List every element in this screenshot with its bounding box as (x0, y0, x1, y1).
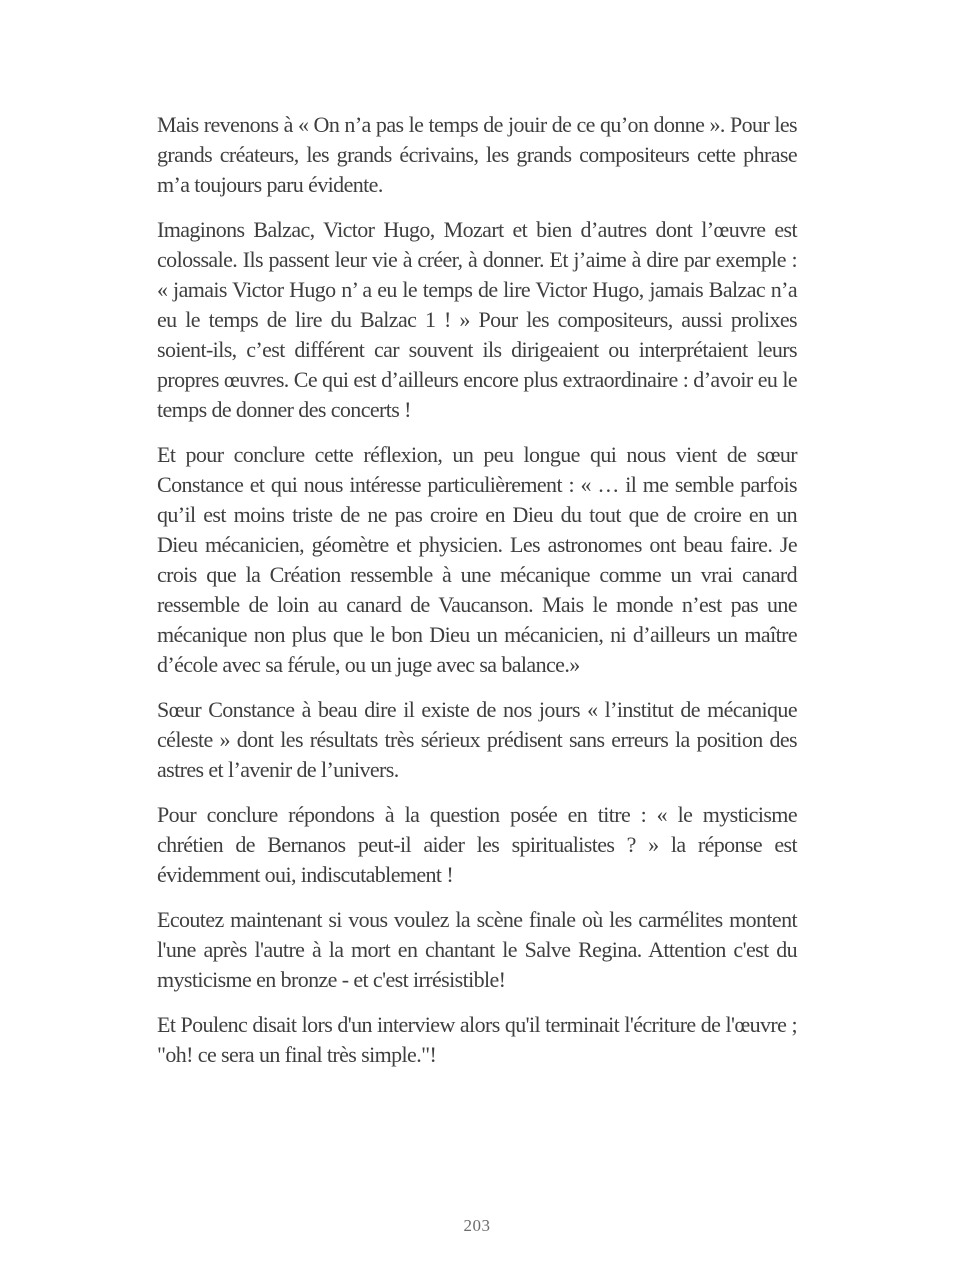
page-number: 203 (463, 1216, 491, 1235)
paragraph-1: Mais revenons à « On n’a pas le temps de jouir de ce qu’on donne ». Pour les grands créateurs, les grands écrivains, les grands compositeurs cette phrase m’a toujours paru évidente. (157, 112, 797, 197)
paragraph-6: Ecoutez maintenant si vous voulez la scène finale où les carmélites montent l'une après l'autre à la mort en chantant le Salve Regina. Attention c'est du mysticisme en bronze - et c'est irrésistible! (157, 907, 797, 992)
paragraph-5: Pour conclure répondons à la question posée en titre : « le mysticisme chrétien de Bernanos peut-il aider les spiritualistes ? » la réponse est évidemment oui, indiscutablement ! (157, 802, 797, 887)
paragraph-4: Sœur Constance à beau dire il existe de nos jours « l’institut de mécanique céleste » dont les résultats très sérieux prédisent sans erreurs la position des astres et l’avenir de l’univers. (157, 697, 797, 782)
paragraph-3: Et pour conclure cette réflexion, un peu longue qui nous vient de sœur Constance et qui nous intéresse particulièrement : « … il me semble parfois qu’il est moins triste de ne pas croire en Dieu du tout que de croire en un Dieu mécanicien, géomètre et physicien. Les astronomes ont beau faire. Je crois que la Création ressemble à une mécanique comme un vrai canard ressemble de loin au canard de Vaucanson. Mais le monde n’est pas une mécanique non plus que le bon Dieu un mécanicien, ni d’ailleurs un maître d’école avec sa férule, ou un juge avec sa balance.» (157, 442, 797, 677)
paragraph-7: Et Poulenc disait lors d'un interview alors qu'il terminait l'écriture de l'œuvre ; "oh! ce sera un final très simple."! (157, 1012, 797, 1067)
page-footer (0, 1216, 954, 1236)
paragraph-2: Imaginons Balzac, Victor Hugo, Mozart et bien d’autres dont l’œuvre est colossale. Ils passent leur vie à créer, à donner. Et j’aime à dire par exemple : « jamais Victor Hugo n’ a eu le temps de lire Victor Hugo, jamais Balzac n’a eu le temps de lire du Balzac 1 ! » Pour les compositeurs, aussi prolixes soient-ils, c’est différent car souvent ils dirigeaient ou interprétaient leurs propres œuvres. Ce qui est d’ailleurs encore plus extraordinaire : d’avoir eu le temps de donner des concerts ! (157, 217, 797, 422)
text-body (157, 110, 797, 1085)
